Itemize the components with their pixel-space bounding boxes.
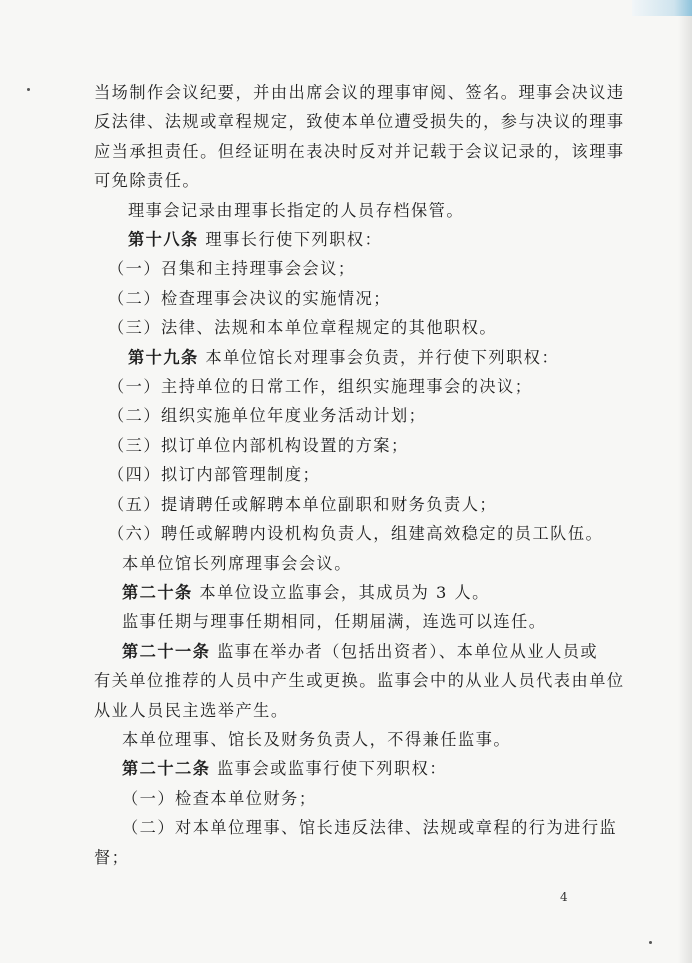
page-number: 4 bbox=[560, 890, 568, 904]
paragraph-line: 理事会记录由理事长指定的人员存档保管。 bbox=[128, 200, 465, 220]
article-heading: 第二十二条 bbox=[122, 759, 211, 779]
article-text: 监事会或监事行使下列职权： bbox=[217, 759, 448, 779]
scan-edge-shadow bbox=[678, 0, 692, 963]
article-text: 本单位馆长对理事会负责，并行使下列职权： bbox=[205, 347, 560, 367]
list-item: （三）法律、法规和本单位章程规定的其他职权。 bbox=[108, 318, 498, 338]
list-item: （一）检查本单位财务； bbox=[122, 788, 317, 808]
list-item: （四）拟订内部管理制度； bbox=[108, 465, 321, 485]
article-21 bbox=[94, 637, 599, 666]
paragraph-line: 本单位理事、馆长及财务负责人，不得兼任监事。 bbox=[122, 729, 512, 749]
paragraph-line: 反法律、法规或章程规定，致使本单位遭受损失的，参与决议的理事 bbox=[94, 112, 625, 132]
list-item: （一）召集和主持理事会会议； bbox=[108, 259, 356, 279]
list-item: （二）组织实施单位年度业务活动计划； bbox=[108, 406, 427, 426]
article-text: 本单位设立监事会，其成员为 3 人。 bbox=[199, 582, 490, 602]
paragraph-line: 监事任期与理事任期相同，任期届满，连选可以连任。 bbox=[122, 612, 547, 632]
list-item: （六）聘任或解聘内设机构负责人，组建高效稳定的员工队伍。 bbox=[108, 524, 604, 544]
article-20 bbox=[94, 578, 586, 607]
list-item: （三）拟订单位内部机构设置的方案； bbox=[108, 435, 409, 455]
paragraph-line: 当场制作会议纪要，并由出席会议的理事审阅、签名。理事会决议违 bbox=[94, 83, 625, 102]
paragraph-line: 从业人员民主选举产生。 bbox=[94, 700, 289, 720]
list-item: （二）对本单位理事、馆长违反法律、法规或章程的行为进行监 bbox=[122, 818, 618, 838]
scan-edge-tint bbox=[632, 0, 692, 16]
article-19 bbox=[94, 343, 586, 372]
article-heading: 第十八条 bbox=[128, 230, 199, 250]
paragraph-line: 应当承担责任。但经证明在表决时反对并记载于会议记录的，该理事 bbox=[94, 141, 625, 161]
paragraph-line: 有关单位推荐的人员中产生或更换。监事会中的从业人员代表由单位 bbox=[94, 671, 625, 691]
document-body bbox=[94, 78, 625, 872]
article-22 bbox=[94, 754, 586, 783]
article-heading: 第十九条 bbox=[128, 347, 199, 367]
article-heading: 第二十条 bbox=[122, 582, 193, 602]
scan-speck bbox=[27, 88, 30, 91]
article-18 bbox=[94, 225, 586, 254]
paragraph-line: 督； bbox=[94, 847, 130, 867]
scan-speck bbox=[649, 941, 652, 944]
paragraph-line: 本单位馆长列席理事会会议。 bbox=[122, 553, 352, 573]
list-item: （二）检查理事会决议的实施情况； bbox=[108, 288, 391, 308]
list-item: （一）主持单位的日常工作，组织实施理事会的决议； bbox=[108, 377, 533, 397]
article-heading: 第二十一条 bbox=[122, 641, 211, 661]
article-text: 理事长行使下列职权： bbox=[205, 230, 383, 250]
list-item: （五）提请聘任或解聘本单位副职和财务负责人； bbox=[108, 494, 498, 514]
article-text: 监事在举办者（包括出资者）、本单位从业人员或 bbox=[217, 641, 599, 661]
paragraph-line: 可免除责任。 bbox=[94, 171, 201, 191]
